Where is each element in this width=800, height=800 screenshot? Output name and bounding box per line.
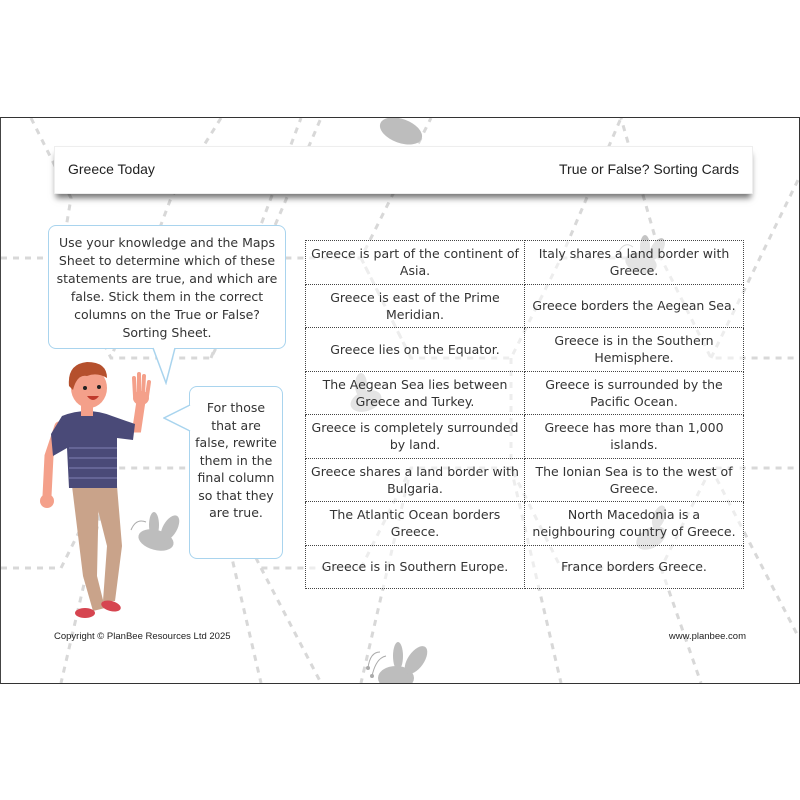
copyright-text: Copyright © PlanBee Resources Ltd 2025 [54,631,231,642]
sorting-card[interactable]: Greece has more than 1,000 islands. [525,415,744,459]
worksheet-page [0,117,800,684]
bee-silhouette-icon [356,638,446,684]
waving-boy-illustration [37,356,157,621]
sorting-card[interactable]: Greece is surrounded by the Pacific Ocean. [525,371,744,415]
table-row [306,371,744,415]
sorting-card[interactable]: Greece is completely surrounded by land. [306,415,525,459]
sorting-card[interactable]: France borders Greece. [525,545,744,589]
table-row [306,502,744,546]
sorting-cards-grid [305,240,744,589]
speech-bubble-tail [163,403,191,433]
sorting-card[interactable]: Greece is east of the Prime Meridian. [306,284,525,328]
sorting-card[interactable]: The Aegean Sea lies between Greece and Turkey. [306,371,525,415]
table-row [306,328,744,372]
sorting-card[interactable]: Greece is in Southern Europe. [306,545,525,589]
sorting-card[interactable]: Greece shares a land border with Bulgaria. [306,458,525,502]
sorting-card[interactable]: Greece lies on the Equator. [306,328,525,372]
sorting-card[interactable]: Greece is part of the continent of Asia. [306,241,525,285]
sorting-card[interactable]: The Ionian Sea is to the west of Greece. [525,458,744,502]
sorting-card[interactable]: Greece is in the Southern Hemisphere. [525,328,744,372]
table-row [306,458,744,502]
table-row [306,284,744,328]
sorting-card[interactable]: The Atlantic Ocean borders Greece. [306,502,525,546]
website-link[interactable]: www.planbee.com [668,631,746,642]
table-row [306,545,744,589]
table-row [306,241,744,285]
rewrite-instruction-bubble: For those that are false, rewrite them in the final column so that they are true. [189,386,283,559]
topic-title: Greece Today [68,161,155,177]
page-header [54,146,753,194]
sorting-card[interactable]: Italy shares a land border with Greece. [525,241,744,285]
sorting-card[interactable]: North Macedonia is a neighbouring country of Greece. [525,502,744,546]
table-row [306,415,744,459]
sheet-title: True or False? Sorting Cards [559,161,739,177]
instruction-bubble: Use your knowledge and the Maps Sheet to determine which of these statements are true, and which are false. Stick them in the correct columns on the True or False? Sorting Sheet. [48,225,286,349]
sorting-card[interactable]: Greece borders the Aegean Sea. [525,284,744,328]
